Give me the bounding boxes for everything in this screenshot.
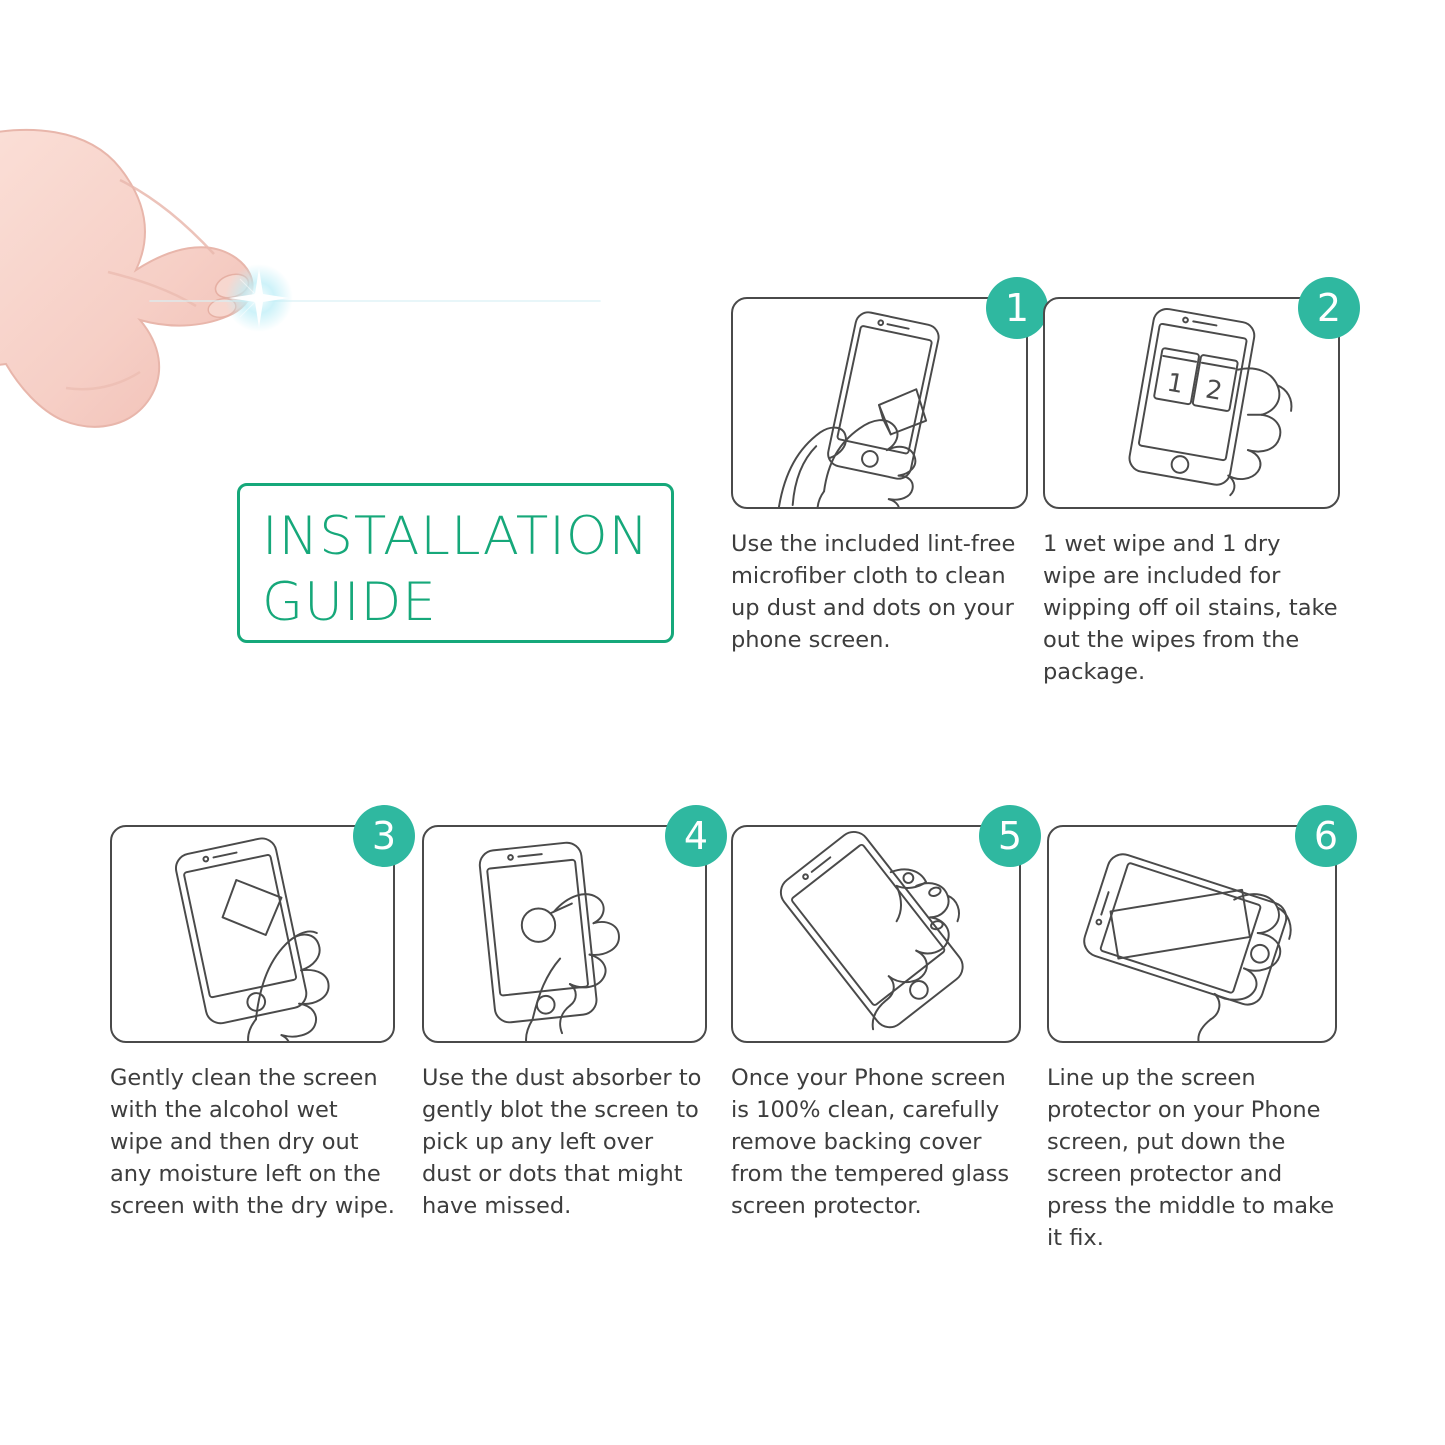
step-5-illustration: [733, 827, 1019, 1041]
step-card-4: [422, 814, 709, 1223]
svg-text:1: 1: [1164, 367, 1186, 400]
step-5-badge: 5: [979, 805, 1041, 867]
step-card-5: [731, 814, 1023, 1223]
page-title-line-2: GUIDE: [262, 571, 437, 633]
step-1-panel: [731, 286, 1030, 509]
page-title-box: [237, 483, 674, 643]
step-5-caption: Once your Phone screen is 100% clean, carefully remove backing cover from the tempered glass screen protector.: [731, 1065, 1010, 1219]
sparkle-icon: [225, 264, 293, 332]
page-title-line-1: INSTALLATION: [262, 506, 650, 567]
step-2-illustration: [1045, 299, 1338, 507]
step-card-1: [731, 286, 1030, 657]
step-3-badge: 3: [353, 805, 415, 867]
step-6-caption: Line up the screen protector on your Phone screen, put down the screen protector and press the middle to make it fix.: [1047, 1065, 1335, 1251]
step-3-panel: [110, 814, 397, 1043]
step-1-illustration: [733, 299, 1026, 507]
step-5-panel: [731, 814, 1023, 1043]
step-2-badge: 2: [1298, 277, 1360, 339]
step-6-illustration: [1049, 827, 1335, 1041]
step-6-badge: 6: [1295, 805, 1357, 867]
step-card-3: [110, 814, 397, 1223]
step-6-panel: [1047, 814, 1339, 1043]
step-2-panel: [1043, 286, 1342, 509]
step-card-2: [1043, 286, 1342, 689]
step-4-illustration: [424, 827, 705, 1041]
step-3-illustration: [112, 827, 393, 1041]
step-3-caption: Gently clean the screen with the alcohol wet wipe and then dry out any moisture left on the screen with the dry wipe.: [110, 1065, 395, 1219]
step-4-panel: [422, 814, 709, 1043]
step-4-caption: Use the dust absorber to gently blot the screen to pick up any left over dust or dots that might have missed.: [422, 1065, 702, 1219]
step-2-caption: 1 wet wipe and 1 dry wipe are included for wipping off oil stains, take out the wipes from the package.: [1043, 531, 1338, 685]
step-1-caption: Use the included lint-free microfiber cloth to clean up dust and dots on your phone screen.: [731, 531, 1016, 653]
step-card-6: [1047, 814, 1339, 1255]
step-1-badge: 1: [986, 277, 1048, 339]
step-4-badge: 4: [665, 805, 727, 867]
svg-text:2: 2: [1203, 374, 1225, 407]
